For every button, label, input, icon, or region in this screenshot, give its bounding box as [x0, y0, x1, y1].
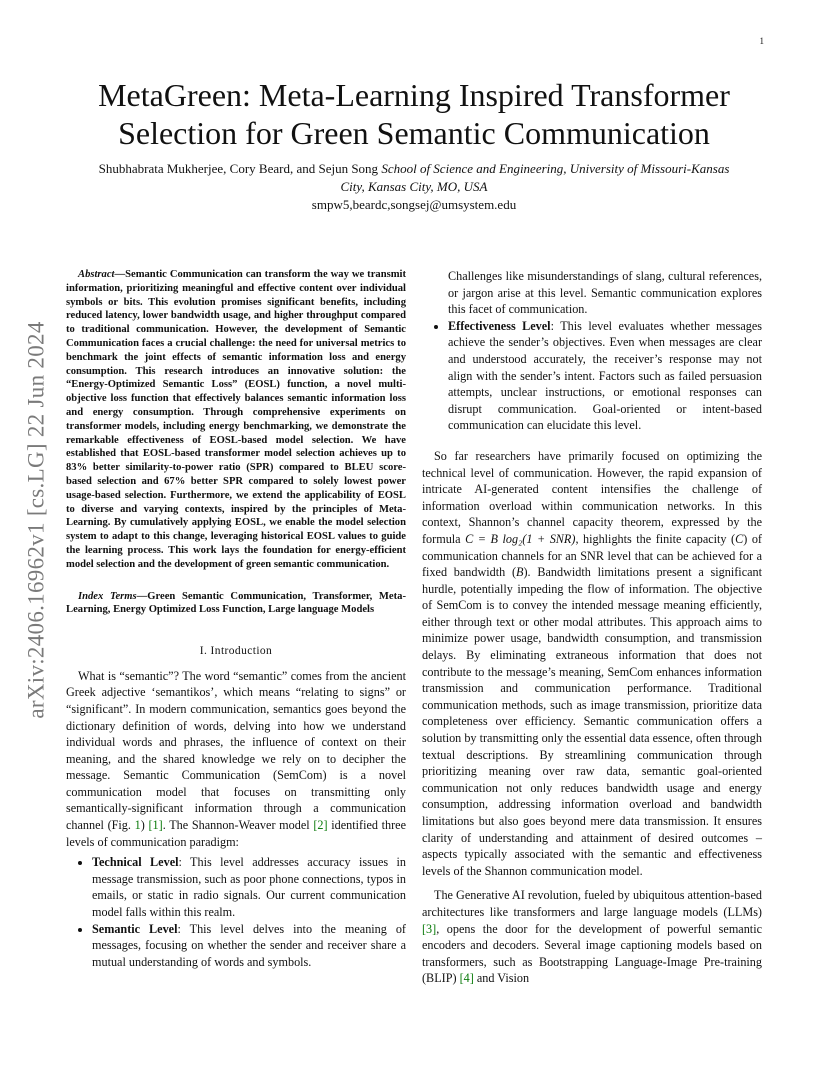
technical-level-term: Technical Level [92, 855, 179, 870]
author-names: Shubhabrata Mukherjee, Cory Beard, and Sejun Song [98, 161, 379, 176]
arxiv-identifier: arXiv:2406.16962v1 [cs.LG] 22 Jun 2024 [24, 321, 49, 719]
semantic-level-continuation: Challenges like misunderstandings of slang, cultural references, or jargon arise at this level. Semantic communication explores this facet of communication. [448, 269, 762, 317]
intro-paragraph-2 [422, 448, 762, 879]
figure-1-link[interactable]: 1 [134, 818, 141, 833]
intro-p1-text-d: identified three levels of communication paradigm: [66, 818, 407, 849]
intro-p1-text-b: ) [140, 818, 149, 833]
index-terms [66, 590, 406, 618]
intro-p2-text-d: ). Bandwidth limitations present a significant hurdle, potentially impeding the flow of information. The objective of SemCom is to convey the intended message meaning efficiently, either through text or other modal attributes. This approach aims to minimize power usage, bandwidth consumption, and transmission delays. By eliminating extraneous information that does not contribute to the message’s meaning, SemCom enhances information transmission and communication performance. Traditional communication methods, such as image transmission, prioritize data completeness over efficiency. Semantic communication offers a solution by transmitting only the essential data essence, often through textual descriptions. By streamlining communication through prioritizing meaning over raw data, semantic goal-oriented communication not only reduces bandwidth usage and energy consumption, addressing information overload and bandwidth limitations but also goes beyond mere data transmission. It ensures clarity of understanding and attainment of desired outcomes – aspects typically associated with the semantic and effectiveness levels of the Shannon communication model. [422, 565, 762, 878]
list-item-semantic-level [92, 921, 406, 971]
intro-p2-text-c: ) of communication channels for an SNR level that can be achieved for a fixed bandwidth ( [422, 531, 762, 580]
citation-4-link[interactable]: [4] [459, 971, 474, 986]
right-column [422, 268, 762, 987]
list-item-effectiveness-level [448, 318, 762, 434]
list-item-technical-level [92, 854, 406, 920]
section-heading-introduction: I. Introduction [199, 645, 273, 658]
intro-p3-text-c: and Vision [473, 971, 530, 986]
paper-title: MetaGreen: Meta-Learning Inspired Transformer Selection for Green Semantic Communication [98, 77, 730, 151]
intro-p3-text-b: , opens the door for the development of powerful semantic encoders and decoders. Several image captioning models based on transformers, such as Bootstrapping Language-Image Pre-training (BLIP) [422, 921, 762, 986]
intro-p1-text-a: What is “semantic”? The word “semantic” comes from the ancient Greek adjective ‘semantikos’, which means “relating to signs” or “significant”. In modern communication, semantics goes beyond the dictionary definition of words, delving into how we understand individual words and phrases, the influence of context on their meaning, and the shared knowledge we rely on to decipher the message. Semantic Communication (SemCom) is a novel communication model that focuses on transmitting only semantically-significant information through a communication channel (Fig. [66, 668, 406, 833]
effectiveness-level-term: Effectiveness Level [448, 318, 551, 333]
semantic-level-term: Semantic Level [92, 921, 178, 936]
bandwidth-variable: B [516, 565, 524, 580]
intro-p3-text-a: The Generative AI revolution, fueled by ubiquitous attention-based architectures like transformers and large language models (LLMs) [422, 888, 762, 919]
index-terms-text: —Green Semantic Communication, Transformer, Meta-Learning, Energy Optimized Loss Function, Large language Models [66, 590, 406, 616]
levels-list-part-1 [66, 854, 406, 970]
index-terms-label: Index Terms [78, 590, 137, 602]
intro-paragraph-3 [422, 887, 762, 987]
abstract-label: Abstract [78, 269, 115, 280]
abstract [66, 268, 406, 572]
left-column [66, 268, 406, 970]
citation-3-link[interactable]: [3] [422, 921, 437, 936]
abstract-text: —Semantic Communication can transform the way we transmit information, prioritizing meaningful and effective content over individual symbols or bits. This evolution promises significant benefits, including reduced latency, lower bandwidth usage, and higher throughput compared to traditional communication. However, the development of Semantic Communication faces a crucial challenge: the need for universal metrics to benchmark the joint effects of semantic information loss and energy consumption. This research introduces an innovative solution: the “Energy-Optimized Semantic Loss” (EOSL) function, a novel multi-objective loss function that effectively balances semantic information loss and energy consumption. Through comprehensive experiments on transformer models, including energy benchmarking, we demonstrate the remarkable effectiveness of EOSL-based model selection. We have established that EOSL-based transformer model selection achieves up to 83% better similarity-to-power ratio (SPR) compared to BLEU score-based selection and 67% better SPR compared to solely lowest power usage-based selection. Furthermore, we extend the applicability of EOSL to diverse and varying contexts, inspired by the principles of Meta-Learning. By cumulatively applying EOSL, we enable the model selection system to adapt to this change, leveraging historical EOSL values to guide the learning process. This work lays the foundation for energy-efficient model selection and the development of green semantic communication. [66, 269, 406, 570]
levels-list-part-2 [422, 318, 762, 434]
page-number: 1 [759, 36, 764, 46]
capacity-variable: C [735, 531, 744, 546]
intro-paragraph-1 [66, 668, 406, 851]
citation-2-link[interactable]: [2] [313, 818, 328, 833]
author-email: smpw5,beardc,songsej@umsystem.edu [311, 197, 517, 212]
semantic-level-text: : This level delves into the meaning of messages, focusing on whether the sender and receiver share a mutual understanding of words and symbols. [92, 921, 406, 969]
author-block [90, 160, 738, 214]
technical-level-text: : This level addresses accuracy issues in message transmission, such as poor phone connections, typos in emails, or static in radio signals. Our current communication model falls within this realm. [92, 855, 406, 920]
intro-p2-text-a: So far researchers have primarily focused on optimizing the technical level of communication. However, the rapid expansion of intricate AI-generated content intensifies the challenge of information overload within communication networks. In this context, Shannon’s channel capacity theorem, expressed by the formula [422, 448, 762, 546]
channel-capacity-formula: C = B log₂(1 + SNR) [465, 531, 576, 546]
intro-p1-text-c: . The Shannon-Weaver model [162, 818, 314, 833]
intro-p2-text-b: , highlights the finite capacity ( [575, 531, 736, 546]
arxiv-stamp [10, 280, 64, 760]
effectiveness-level-text: : This level evaluates whether messages achieve the sender’s objectives. Even when messages are clear and understood accurately, the receiver’s response may not align with the sender’s intent. Factors such as failed persuasion attempts, unclear instructions, or emotional responses can disrupt communication. Goal-oriented or intent-based communication can elucidate this level. [448, 318, 762, 433]
citation-1-link[interactable]: [1] [148, 818, 163, 833]
author-affiliation: School of Science and Engineering, University of Missouri-Kansas City, Kansas City, MO, USA [340, 161, 730, 194]
